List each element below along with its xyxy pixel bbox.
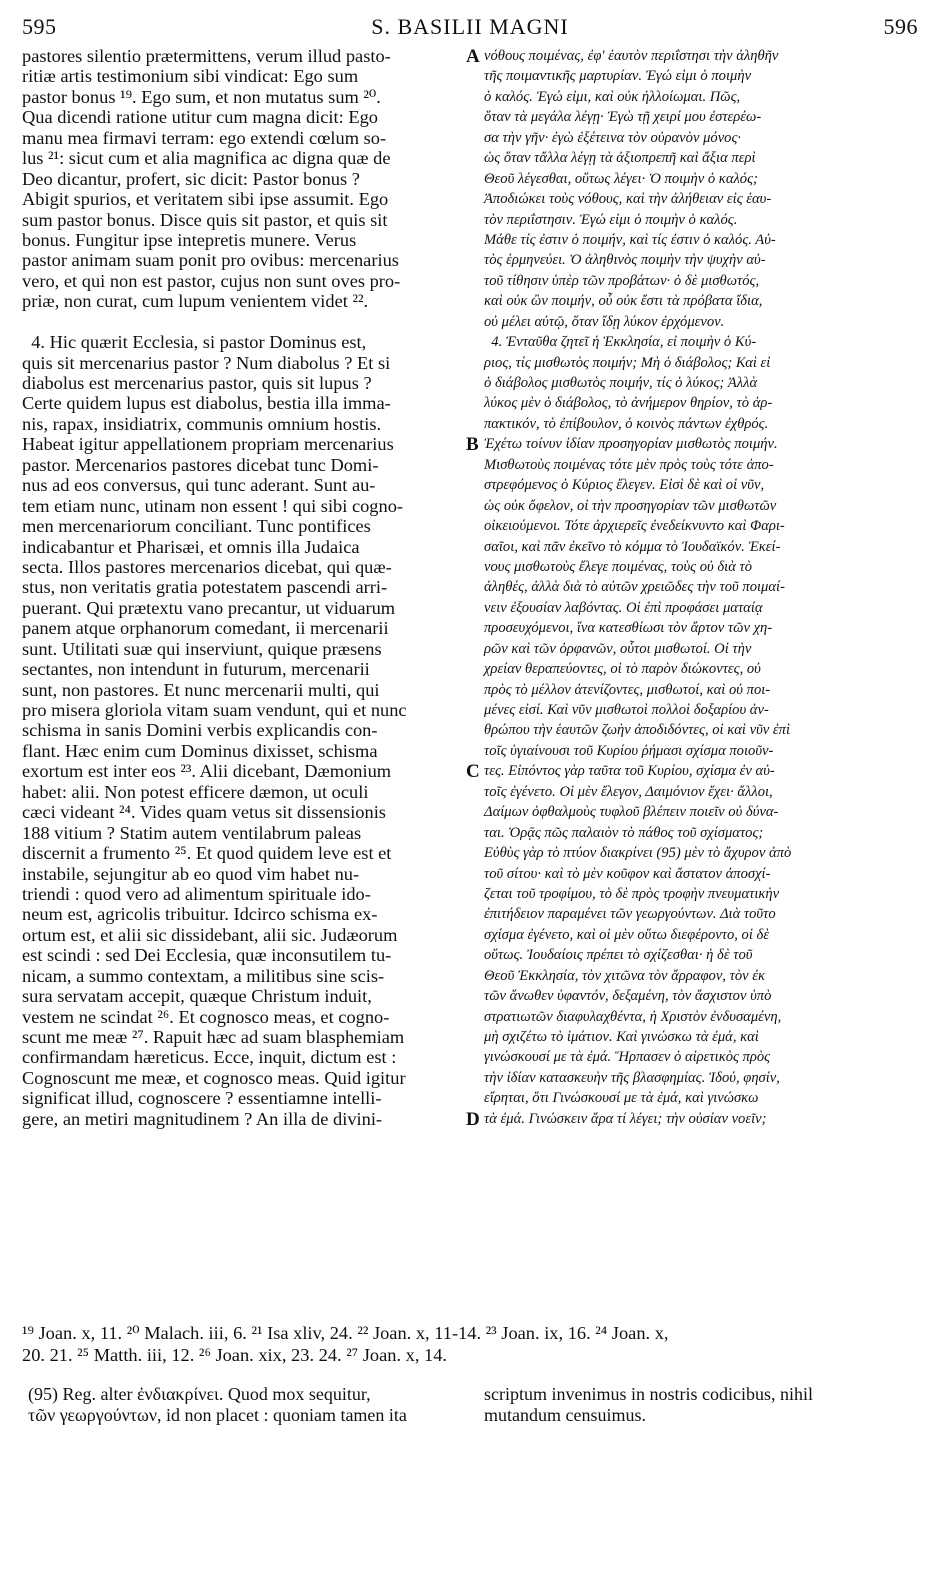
greek-text-line: οὕτως. Ἰουδαίοις πρέπει τὸ σχίζεσθαι· ἡ δὲ τοῦ [484, 947, 753, 964]
latin-text-line: stus, non veritatis gratia potestatem pascendi arri- [22, 577, 388, 598]
greek-text-line: ὁ καλός. Ἐγώ εἰμι, καὶ οὐκ ἠλλοίωμαι. Πῶς, [484, 88, 741, 105]
latin-text-line: sura servatam accepit, quæque Christum induit, [22, 986, 372, 1007]
latin-text-line: 4. Hic quærit Ecclesia, si pastor Dominus est, [22, 332, 367, 353]
greek-text-line: σα τὴν γῆν· ἐγὼ ἐξέτεινα τὸν οὐρανὸν μόνος· [484, 129, 742, 146]
greek-text-line: τες. Εἰπόντος γὰρ ταῦτα τοῦ Κυρίου, σχίσμα ἐν αὐ- [484, 763, 775, 780]
latin-text-line: flant. Hæc enim cum Dominus dixisset, schisma [22, 740, 378, 761]
latin-text-line: confirmandam hæreticus. Ecce, inquit, dictum est : [22, 1047, 397, 1068]
greek-text-line: Θεοῦ λέγεσθαι, οὕτως λέγει· Ὁ ποιμὴν ὁ καλός; [484, 170, 758, 187]
greek-text-line: ἀληθές, ἀλλὰ διὰ τὸ αὐτῶν χρειῶδες τὴν τοῦ ποιμαί- [484, 579, 785, 596]
greek-text-line: ριος, τίς μισθωτὸς ποιμήν; Μὴ ὁ διάβολος; Καὶ εἰ [484, 354, 771, 371]
note-line: (95) Reg. alter ἐνδιακρίνει. Quod mox sequitur, [28, 1384, 371, 1404]
section-marker-a: A [466, 46, 480, 67]
latin-text-line: nis, rapax, insidiatrix, communis omnium hostis. [22, 413, 382, 434]
latin-column [22, 46, 462, 1129]
greek-text-line: νους μισθωτοὺς ἔλεγε ποιμένας, τοὺς οὐ διὰ τὸ [484, 558, 753, 575]
latin-text-line: gere, an metiri magnitudinem ? An illa de divini- [22, 1108, 383, 1129]
greek-text-line: στρεφόμενος ὁ Κύριος ἔλεγεν. Εἰσὶ δὲ καὶ οἱ νῦν, [484, 477, 765, 494]
greek-text-line: μένες εἰσί. Καὶ νῦν μισθωτοὶ πολλοὶ δοξαρίου ἀν- [484, 702, 769, 718]
greek-text-line: οἰκειούμενοι. Τότε ἀρχιερεῖς ἐνεδείκνυντο καὶ Φαρι- [484, 518, 785, 535]
latin-text-line: scunt me meæ ²⁷. Rapuit hæc ad suam blasphemiam [22, 1027, 405, 1047]
greek-text-line: τῶν ἄνωθεν ὑφαντόν, δεξαμένη, τὸν ἄσχιστον ὑπὸ [484, 988, 772, 1005]
latin-text-line: panem atque orphanorum comedant, ii mercenarii [22, 618, 389, 639]
latin-text-line: Habeat igitur appellationem propriam mercenarius [22, 434, 394, 455]
latin-text-line: nus ad eos conversus, qui tunc aderant. Sunt au- [22, 475, 376, 496]
latin-text-line: diabolus est mercenarius pastor, quis sit lupus ? [22, 373, 372, 393]
latin-text-line: vestem ne scindat ²⁶. Et cognosco meas, et cogno- [22, 1006, 390, 1027]
latin-text-line: significat illud, cognoscere ? essentiamne intelli- [22, 1088, 382, 1109]
latin-text-line: pastor bonus ¹⁹. Ego sum, et non mutatus sum ²⁰. [22, 86, 381, 107]
section-marker-b: B [466, 434, 479, 455]
note-line: τῶν γεωργούντων, id non placet : quoniam tamen ita [28, 1404, 407, 1425]
footnotes [22, 1322, 918, 1366]
greek-text-line: πακτικόν, τὸ ἐπίβουλον, ὁ κοινὸς πάντων ἐχθρός. [484, 415, 769, 432]
greek-text-line: προσευχόμενοι, ἵνα κατεσθίωσι τὸν ἄρτον τῶν χη- [484, 620, 773, 637]
latin-text-line: manu mea firmavi terram: ego extendi cœlum so- [22, 127, 387, 148]
latin-text-line: cæci videant ²⁴. Vides quam vetus sit dissensionis [22, 802, 386, 823]
greek-text-line: ὁ διάβολος μισθωτὸς ποιμήν, τίς ὁ λύκος; Ἀλλὰ [484, 375, 758, 391]
greek-text-line: τὸς ἑρμηνεύει. Ὁ ἀληθινὸς ποιμὴν τὴν ψυχὴν αὐ- [484, 252, 766, 269]
footnote-line: 20. 21. ²⁵ Matth. iii, 12. ²⁶ Joan. xix, 23. 24. ²⁷ Joan. x, 14. [22, 1345, 448, 1365]
greek-text-line: Ἀποδιώκει τοὺς νόθους, καὶ τὴν ἀλήθειαν εἰς ἑαυ- [484, 191, 772, 208]
greek-text-line: νόθους ποιμένας, ἐφ' ἑαυτὸν περιΐστησι τὴν ἀληθῆν [484, 48, 779, 64]
page-number-right: 596 [883, 14, 918, 39]
greek-text-line: σχίσμα ἐγένετο, καὶ οἱ μὲν οὕτω διεφέροντο, οἱ δὲ [484, 926, 770, 943]
latin-text-line: habet: alii. Non potest efficere dæmon, ut oculi [22, 781, 369, 802]
latin-text-line: quis sit mercenarius pastor ? Num diabolus ? Et si [22, 352, 391, 373]
latin-text-line: Qua dicendi ratione utitur cum magna dicit: Ego [22, 107, 378, 128]
note-line: scriptum invenimus in nostris codicibus, nihil [484, 1384, 813, 1404]
latin-text-line: secta. Illos pastores mercenarios dicebat, qui quæ- [22, 556, 392, 577]
greek-text-line: στρατιωτῶν διαφυλαχθέντα, ἡ Χριστὸν ἐνδυσαμένη, [484, 1008, 782, 1025]
latin-text-line: puerant. Qui prætextu vano precantur, ut viduarum [22, 597, 396, 618]
section-marker-d: D [466, 1109, 480, 1130]
greek-text-line: τὰ ἐμά. Γινώσκειν ἄρα τί λέγει; τὴν οὐσίαν νοεῖν; [484, 1110, 767, 1127]
latin-text-line: vero, et qui non est pastor, cujus non sunt oves pro- [22, 270, 401, 291]
latin-text-line: men mercenariorum conciliant. Tunc pontifices [22, 516, 371, 537]
greek-text-line: θρώπου τὴν ἑαυτῶν ζωὴν ἀποδιδόντες, οἱ καὶ νῦν ἐπὶ [484, 722, 791, 739]
latin-text-line: 188 vitium ? Statim autem ventilabrum paleas [22, 822, 362, 843]
latin-text-line: bonus. Fungitur ipse intepretis munere. Verus [22, 229, 357, 250]
editor-note-right [484, 1384, 914, 1425]
latin-text-line: pro misera gloriola vitam suam vendunt, qui et nunc [22, 700, 407, 720]
greek-text-line: Εὐθὺς γὰρ τὸ πτύον διακρίνει (95) μὲν τὸ ἄχυρον ἀπὸ [484, 845, 792, 862]
latin-text-line: discernit a frumento ²⁵. Et quod quidem leve est et [22, 843, 392, 864]
greek-text-line: ὅταν τὰ μεγάλα λέγῃ· Ἐγὼ τῇ χειρί μου ἐστερέω- [484, 109, 762, 126]
greek-text-line: τὴν ἰδίαν κατασκευὴν τῆς βλασφημίας. Ἰδού, φησίν, [484, 1069, 780, 1086]
greek-text-line: λύκος μὲν ὁ διάβολος, τὸ ἀνήμερον θηρίον, τὸ ἀρ- [484, 395, 773, 412]
latin-text-line: priæ, non curat, cum lupum venientem videt ²². [22, 291, 369, 312]
greek-text-line: τοῦ τίθησιν ὑπὲρ τῶν προβάτων· ὁ δὲ μισθωτός, [484, 272, 760, 289]
greek-text-line: τοῦ σίτου· καὶ τὸ μὲν κοῦφον καὶ ἄστατον ἀποσχί- [484, 865, 771, 882]
greek-text-line: μὴ σχιζέτω τὸ ἱμάτιον. Καὶ γινώσκω τὰ ἐμά, καὶ [484, 1029, 759, 1045]
greek-text-line: ὡς ὅταν τἄλλα λέγῃ τὰ ἀξιοπρεπῆ καὶ ἄξια περὶ [484, 150, 756, 167]
greek-text-line: τῆς ποιμαντικῆς μαρτυρίαν. Ἐγώ εἰμι ὁ ποιμὴν [484, 68, 752, 85]
latin-text-line: neum est, agricolis tribuitur. Idcirco schisma ex- [22, 904, 378, 925]
greek-text-line: ρῶν καὶ τῶν ὀρφανῶν, οὗτοι μισθωτοί. Οἱ τὴν [484, 640, 752, 657]
running-title: S. BASILII MAGNI [371, 14, 569, 39]
greek-text-line: καὶ οὐκ ὢν ποιμήν, οὗ οὐκ ἔστι τὰ πρόβατα ἴδια, [484, 293, 763, 310]
greek-text-line: 4. Ἐνταῦθα ζητεῖ ἡ Ἐκκλησία, εἰ ποιμὴν ὁ Κύ- [484, 334, 757, 351]
latin-text-line: triendi : quod vero ad alimentum spirituale ido- [22, 883, 371, 904]
greek-text-line: τοῖς ἐγένετο. Οἱ μὲν ἔλεγον, Δαιμόνιον ἔχει· ἄλλοι, [484, 783, 773, 800]
latin-text-line: nicam, a summo contextam, a militibus sine scis- [22, 965, 385, 986]
latin-text-line: sunt. Utilitati suæ qui inserviunt, quique præsens [22, 638, 382, 659]
page-number-left: 595 [22, 14, 57, 39]
latin-text-line: ritiæ artis testimonium sibi vindicat: Ego sum [22, 66, 359, 87]
section-marker-c: C [466, 761, 480, 782]
latin-text-line: indicabantur et Pharisæi, et omnis illa Judaica [22, 536, 360, 557]
latin-text-line: ortum est, et alii sic dissidebant, alii sic. Judæorum [22, 924, 398, 945]
greek-text-line: Θεοῦ Ἐκκλησία, τὸν χιτῶνα τὸν ἄρραφον, τὸν ἐκ [484, 967, 766, 984]
latin-text-line: pastor animam suam ponit pro ovibus: mercenarius [22, 250, 399, 271]
latin-text-line: Deo dicantur, profert, sic dicit: Pastor bonus ? [22, 168, 360, 189]
greek-text-line: σαῖοι, καὶ πᾶν ἐκεῖνο τὸ κόμμα τὸ Ἰουδαϊκόν. Ἐκεί- [484, 538, 781, 555]
latin-text-line [22, 312, 462, 332]
greek-text-line: Ἐχέτω τοίνυν ἰδίαν προσηγορίαν μισθωτὸς ποιμήν. [484, 436, 778, 453]
greek-text-line: γινώσκουσί με τὰ ἐμά. Ἥρπασεν ὁ αἱρετικὸς πρὸς [484, 1049, 771, 1066]
latin-text-line: sectantes, non intendunt in futurum, mercenarii [22, 659, 370, 680]
greek-text-line: τοῖς ὑγιαίνουσι τοῦ Κυρίου ῥήμασι σχίσμα ποιοῦν- [484, 742, 774, 759]
greek-text-line: Μάθε τίς ἐστιν ὁ ποιμήν, καὶ τίς ἐστιν ὁ καλός. Αὐ- [484, 231, 776, 248]
latin-text-line: Certe quidem lupus est diabolus, bestia illa imma- [22, 393, 391, 414]
greek-text-line: ὡς οὐκ ὄφελον, οἱ τὴν προσηγορίαν τῶν μισθωτῶν [484, 497, 777, 514]
latin-text-line: pastor. Mercenarios pastores dicebat tunc Domi- [22, 454, 379, 475]
greek-column [484, 46, 924, 1129]
latin-text-line: lus ²¹: sicut cum et alia magnifica ac digna quæ de [22, 148, 391, 169]
greek-text-line: ἐπιτήδειον παραμένει τῶν γεωργούντων. Διὰ τοῦτο [484, 906, 776, 923]
greek-text-line: χρείαν θεραπεύοντες, οἱ τὸ παρὸν διώκοντες, οὐ [484, 661, 761, 678]
greek-text-line: Δαίμων ὀφθαλμοὺς τυφλοῦ βλέπειν ποιεῖν οὐ δύνα- [484, 804, 779, 821]
greek-text-line: Μισθωτοὺς ποιμένας τότε μὲν πρὸς τοὺς τότε ἀπο- [484, 456, 774, 473]
latin-text-line: est scindi : sed Dei Ecclesia, quæ inconsutilem tu- [22, 945, 392, 966]
latin-text-line: schisma in sanis Domini verbis explicandis con- [22, 720, 378, 741]
greek-text-line: ζεται τοῦ τροφίμου, τὸ δὲ πρὸς τροφὴν πνευματικὴν [484, 885, 780, 902]
note-line: mutandum censuimus. [484, 1404, 646, 1425]
latin-text-line: instabile, sejungitur ab eo quod vim habet nu- [22, 863, 360, 884]
editor-note-left [28, 1384, 458, 1425]
running-header [22, 14, 918, 44]
latin-text-line: Abigit spurios, et veritatem sibi ipse assumit. Ego [22, 189, 389, 210]
greek-text-line: πρὸς τὸ μέλλον ἀτενίζοντες, μισθωτοί, καὶ οὐ ποι- [484, 681, 771, 698]
latin-text-line: pastores silentio prætermittens, verum illud pasto- [22, 46, 391, 66]
latin-text-line: Cognoscunt me meæ, et cognosco meas. Quid igitur [22, 1067, 406, 1088]
greek-text-line: οὐ μέλει αὐτῷ, ὅταν ἴδῃ λύκον ἐρχόμενον. [484, 313, 725, 330]
latin-text-line: sum pastor bonus. Disce quis sit pastor, et quis sit [22, 209, 388, 230]
latin-text-line: sunt, non pastores. Et nunc mercenarii multi, qui [22, 679, 380, 700]
latin-text-line: exortum est inter eos ²³. Alii dicebant, Dæmonium [22, 761, 392, 782]
latin-text-line: tem etiam nunc, utinam non essent ! qui sibi cogno- [22, 495, 404, 516]
greek-text-line: εἴρηται, ὅτι Γινώσκουσί με τὰ ἐμά, καὶ γινώσκω [484, 1090, 759, 1107]
footnote-line: ¹⁹ Joan. x, 11. ²⁰ Malach. iii, 6. ²¹ Isa xliv, 24. ²² Joan. x, 11-14. ²³ Joan. ix, 16. ²⁴ Joan. x, [22, 1323, 669, 1343]
greek-text-line: τὸν περιΐστησιν. Ἐγώ εἰμι ὁ ποιμὴν ὁ καλός. [484, 211, 738, 228]
greek-text-line: ται. Ὁρᾷς πῶς παλαιὸν τὸ πάθος τοῦ σχίσματος; [484, 824, 764, 841]
greek-text-line: νειν ἐξουσίαν λαβόντας. Οἱ ἐπὶ προφάσει ματαίᾳ [484, 599, 763, 616]
